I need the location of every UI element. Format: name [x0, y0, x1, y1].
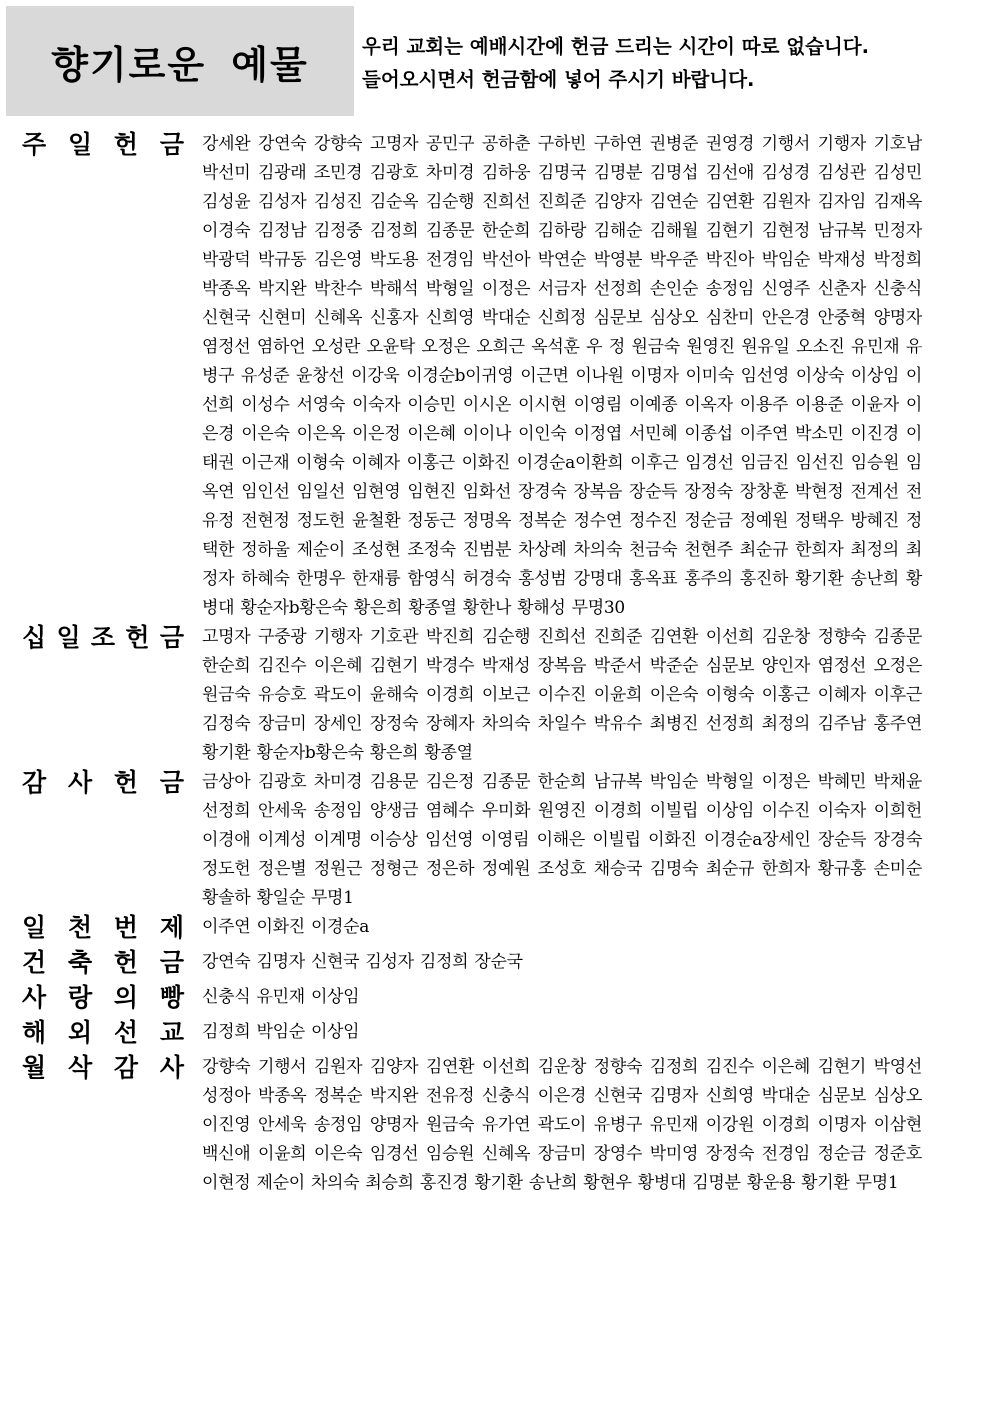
- title-box: [6, 6, 354, 116]
- section-monthly-thanks: [22, 1053, 987, 1198]
- section-overseas-mission: [22, 1018, 987, 1048]
- section-label-tithe: 십 일 조 헌 금: [22, 623, 184, 652]
- names-monthly: 강향숙 기행서 김원자 김양자 김연환 이선희 김운창 정향숙 김정희 김진수 이은혜 김현기 박영선 성정아 박종옥 정복순 박지완 전유정 신충식 이은경 신현국 김명자 신희영 박대순 심문보 심상오 이진영 안세욱 송정임 양명자 원금숙 유가연 곽도이 유병구 유민재 이강원 이경희 이명자 이삼현 백신애 이윤희 이은숙 임경선 임승원 신혜옥 장금미 장영수 박미영 장정숙 전경임 정순금 정준호 이현정 제순이 차의숙 최승희 홍진경 황기환 송난희 황현우 황병대 김명분 황운용 황기환 무명1: [202, 1057, 922, 1193]
- notice-line-1: 우리 교회는 예배시간에 헌금 드리는 시간이 따로 없습니다.: [362, 35, 870, 58]
- section-label-thousandth: 일 천 번 제: [22, 913, 184, 942]
- section-thousandth: [22, 913, 987, 943]
- names-thanks: 금상아 김광호 차미경 김용문 김은정 김종문 한순희 남규복 박임순 박형일 이정은 박혜민 박채윤 선정희 안세욱 송정임 양생금 염혜수 우미화 원영진 이경희 이빌립 이상임 이수진 이숙자 이희헌 이경애 이계성 이계명 이승상 임선영 이영림 이해은 이빌립 이화진 이경순a장세인 장순득 장경숙 정도헌 정은별 정원근 정형근 정은하 정예원 조성호 채승국 김명숙 최순규 한희자 황규홍 손미순 황솔하 황일순 무명1: [202, 772, 922, 908]
- section-tithe: [22, 623, 987, 768]
- offering-list: [22, 130, 987, 1198]
- names-bread: 신충식 유민재 이상임: [202, 987, 360, 1007]
- offering-notice: [362, 30, 987, 96]
- page-header: [0, 0, 992, 118]
- section-label-sunday: 주 일 헌 금: [22, 130, 184, 159]
- section-label-building: 건 축 헌 금: [22, 948, 184, 977]
- section-label-monthly: 월 삭 감 사: [22, 1053, 184, 1082]
- names-mission: 김정희 박임순 이상임: [202, 1022, 360, 1042]
- section-sunday-offering: [22, 130, 987, 623]
- names-tithe: 고명자 구중광 기행자 기호관 박진희 김순행 진희선 진희준 김연환 이선희 김운창 정향숙 김종문 한순희 김진수 이은혜 김현기 박경수 박재성 장복음 박준서 박준순 심문보 양인자 염정선 오정은 원금숙 유승호 곽도이 윤해숙 이경희 이보근 이수진 이윤희 이은숙 이형숙 이홍근 이혜자 이후근 김정숙 장금미 장세인 장정숙 장혜자 차의숙 차일수 박유수 최병진 선정희 최정의 김주남 홍주연 황기환 황순자b황은숙 황은희 황종열: [202, 627, 922, 763]
- section-building-offering: [22, 948, 987, 978]
- section-label-mission: 해 외 선 교: [22, 1018, 184, 1047]
- section-label-thanks: 감 사 헌 금: [22, 768, 184, 797]
- section-thanks-offering: [22, 768, 987, 913]
- section-bread-of-love: [22, 983, 987, 1013]
- page-title: 향기로운 예물: [51, 42, 309, 87]
- section-label-bread: 사 랑 의 빵: [22, 983, 184, 1012]
- notice-line-2: 들어오시면서 헌금함에 넣어 주시기 바랍니다.: [362, 68, 755, 91]
- names-thousandth: 이주연 이화진 이경순a: [202, 917, 370, 937]
- names-sunday: 강세완 강연숙 강향숙 고명자 공민구 공하춘 구하빈 구하연 권병준 권영경 기행서 기행자 기호남 박선미 김광래 조민경 김광호 차미경 김하웅 김명국 김명분 김명섭 김선애 김성경 김성관 김성민 김성윤 김성자 김성진 김순옥 김순행 진희선 진희준 김양자 김연순 김연환 김원자 김자임 김재옥 이경숙 김정남 김정중 김정희 김종문 한순희 김하랑 김해순 김해월 김현기 김현정 남규복 민정자 박광덕 박규동 김은영 박도용 전경임 박선아 박연순 박영분 박우준 박진아 박임순 박재성 박정희 박종옥 박지완 박찬수 박해석 박형일 이정은 서금자 선정희 손인순 송정임 신영주 신춘자 신충식 신현국 신현미 신혜옥 신홍자 신희영 박대순 신희정 심문보 심상오 심찬미 안은경 안중혁 양명자 염정선 염하언 오성란 오윤탁 오정은 오희근 옥석훈 우 정 원금숙 원영진 원유일 오소진 유민재 유병구 유성준 윤창선 이강욱 이경순b이귀영 이근면 이나원 이명자 이미숙 임선영 이상숙 이상임 이선희 이성수 서영숙 이숙자 이승민 이시온 이시현 이영림 이예종 이옥자 이용주 이용준 이윤자 이은경 이은숙 이은옥 이은정 이은혜 이이나 이인숙 이정엽 서민혜 이종섭 이주연 박소민 이진경 이태권 이근재 이형숙 이혜자 이홍근 이화진 이경순a이환희 이후근 임경선 임금진 임선진 임승원 임옥연 임인선 임일선 임현영 임현진 임화선 장경숙 장복음 장순득 장정숙 장창훈 박현정 전계선 전유정 전현정 정도헌 윤철환 정동근 정명옥 정복순 정수연 정수진 정순금 정예원 정택우 방혜진 정택한 정하울 제순이 조성현 조정숙 진범분 차상례 차의숙 천금숙 천현주 최순규 한희자 최정의 최정자 하혜숙 한명우 한재륭 함영식 허경숙 홍성범 강명대 홍옥표 홍주의 홍진하 황기환 송난희 황병대 황순자b황은숙 황은희 황종열 황한나 황해성 무명30: [202, 134, 922, 618]
- names-building: 강연숙 김명자 신현국 김성자 김정희 장순국: [202, 952, 523, 972]
